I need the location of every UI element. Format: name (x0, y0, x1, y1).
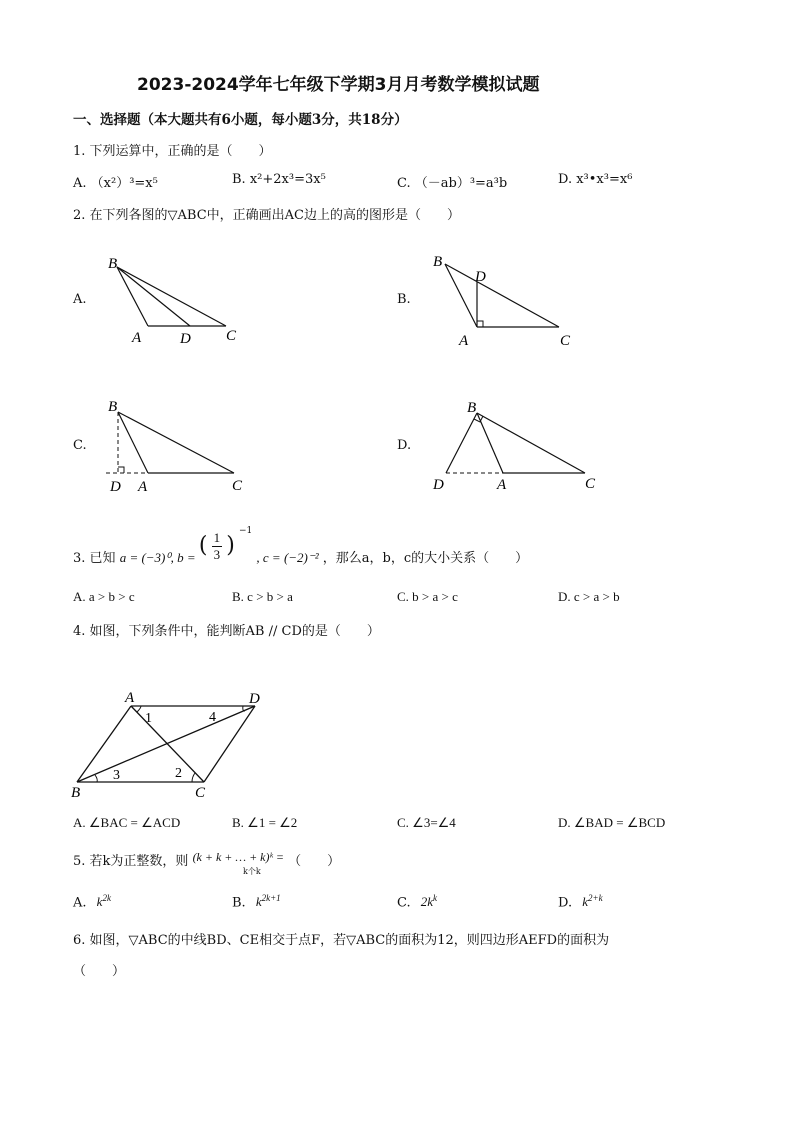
q2a-label-a: A (132, 330, 142, 346)
q5-option-d[interactable] (558, 893, 603, 910)
q5-c-label: C. (397, 895, 411, 911)
q1-option-a[interactable]: A. （x²）³=x⁵ (73, 176, 158, 191)
q2c-label-d: D (110, 479, 121, 495)
q3-stem (73, 525, 529, 572)
q5-option-b[interactable] (232, 893, 281, 910)
q5-option-c[interactable] (397, 893, 437, 910)
q2b-label-b: B (433, 254, 443, 270)
q5-expr: (k + k + … + k)ᵏ = (192, 850, 284, 864)
q4-label-a: A (125, 690, 135, 706)
q2-option-c-label[interactable]: C. (73, 438, 87, 453)
q4-figure (65, 685, 285, 805)
q3-fraction-stack (212, 530, 223, 563)
q2-figure-b (425, 250, 585, 350)
q2-figure-a (100, 250, 260, 350)
q2a-label-d: D (180, 331, 191, 347)
q4-option-b[interactable]: B. ∠1 = ∠2 (232, 815, 298, 830)
q5-stem (73, 850, 340, 869)
q3-fraction-close: ) (226, 533, 235, 558)
q5-c-exp: k (433, 893, 438, 903)
q2a-label-c: C (226, 328, 237, 344)
q2d-label-c: C (585, 476, 596, 492)
q3-option-d[interactable]: D. c > a > b (558, 589, 620, 604)
q4-option-c[interactable]: C. ∠3=∠4 (397, 815, 456, 830)
q2c-label-c: C (232, 478, 243, 494)
q2b-label-c: C (560, 333, 571, 349)
q2d-label-d: D (433, 477, 444, 493)
q3-option-b[interactable]: B. c > b > a (232, 589, 293, 604)
q3-expr-a: a = (−3)⁰, b = (119, 550, 199, 565)
q5-a-label: A. (73, 895, 87, 911)
q3-frac-num: 1 (213, 530, 221, 545)
q3-prefix: 3. 已知 (73, 551, 116, 566)
q2b-label-d: D (475, 269, 486, 285)
section-heading: 一、选择题（本大题共有6小题，每小题3分，共18分） (73, 112, 408, 128)
q4-label-c: C (195, 785, 206, 801)
q2-figure-d (425, 395, 605, 495)
q5-underbrace-label: k个k (243, 867, 261, 876)
q3-suffix: ，那么a，b，c的大小关系（ ） (322, 551, 529, 566)
q2c-label-a: A (138, 479, 148, 495)
q5-a-base: k (96, 894, 103, 910)
q4-label-b: B (71, 785, 81, 801)
q3-fraction: ( (198, 533, 208, 558)
q3-frac-den: 3 (213, 547, 221, 562)
q5-b-label: B. (232, 895, 246, 911)
q1-option-c[interactable]: C. （－ab）³=a³b (397, 176, 508, 191)
q5-b-base: k (255, 894, 262, 910)
q4-angle-2: 2 (175, 766, 182, 781)
q4-angle-1: 1 (145, 711, 152, 726)
q3-option-c[interactable]: C. b > a > c (397, 589, 458, 604)
q5-stem-text: 5. 若k为正整数，则 (73, 854, 189, 869)
q4-option-d[interactable]: D. ∠BAD = ∠BCD (558, 815, 666, 830)
q1-stem: 1. 下列运算中，正确的是（ ） (73, 144, 272, 159)
q6-stem: 6. 如图，▽ABC的中线BD、CE相交于点F，若▽ABC的面积为12，则四边形AEFD的面积为 (73, 933, 610, 948)
q5-tail: （ ） (288, 854, 341, 869)
q2-option-b-label[interactable]: B. (397, 292, 411, 307)
q5-d-exp: 2+k (588, 893, 603, 903)
q2-figure-c (100, 395, 260, 495)
q4-angle-3: 3 (113, 768, 120, 783)
q5-option-a[interactable] (73, 893, 111, 910)
q2a-label-b: B (108, 256, 118, 272)
q2d-label-a: A (497, 477, 507, 493)
q2-stem: 2. 在下列各图的▽ABC中，正确画出AC边上的高的图形是（ ） (73, 208, 460, 223)
q5-b-exp: 2k+1 (261, 893, 281, 903)
q6-tail: （ ） (73, 964, 126, 979)
q3-expr-c: , c = (−2)⁻² (256, 550, 319, 565)
q2-option-d-label[interactable]: D. (397, 438, 412, 453)
q4-option-a[interactable]: A. ∠BAC = ∠ACD (73, 815, 181, 830)
q5-a-exp: 2k (102, 893, 111, 903)
q1-option-b[interactable]: B. x²+2x³=3x⁵ (232, 172, 326, 187)
q3-exp-b: −1 (238, 525, 253, 536)
q5-d-base: k (582, 894, 589, 910)
q4-angle-4: 4 (209, 710, 216, 725)
q2-option-a-label[interactable]: A. (73, 292, 87, 307)
q2c-label-b: B (108, 399, 118, 415)
q3-option-a[interactable]: A. a > b > c (73, 589, 135, 604)
q2b-label-a: A (459, 333, 469, 349)
q4-stem: 4. 如图，下列条件中，能判断AB // CD的是（ ） (73, 624, 380, 639)
q1-option-d[interactable]: D. x³•x³=x⁶ (558, 172, 633, 187)
page-title: 2023-2024学年七年级下学期3月月考数学模拟试题 (137, 75, 540, 95)
q5-c-base: 2k (420, 894, 434, 910)
q5-d-label: D. (558, 895, 573, 911)
q4-label-d: D (249, 691, 260, 707)
q2d-label-b: B (467, 400, 477, 416)
